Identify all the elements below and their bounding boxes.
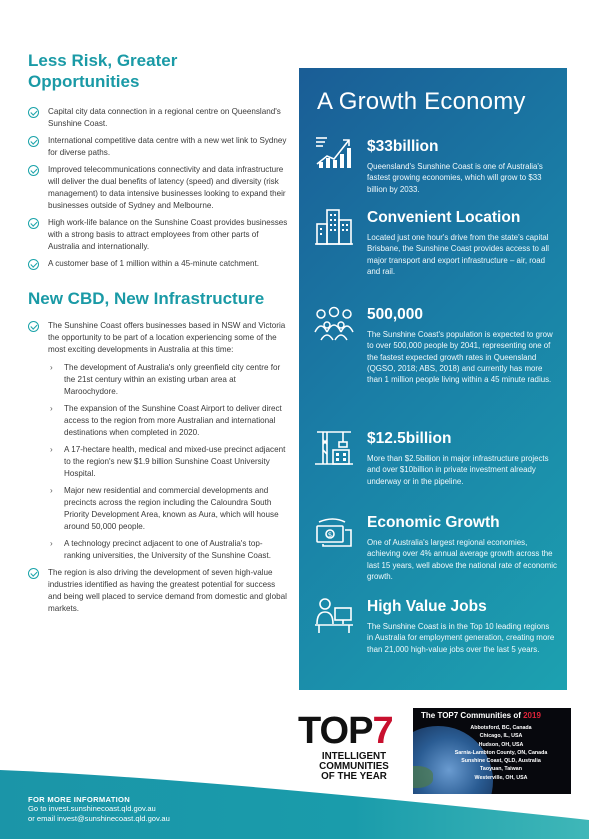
check-circle-icon [28, 165, 39, 176]
list-item [28, 164, 288, 212]
sub-list-item-text: The development of Australia's only greenfield city centre for the 21st century within an existing urban area at Maroochydore. [64, 363, 281, 396]
community-item: Sunshine Coast, QLD, Australia [461, 758, 541, 765]
list-item [28, 135, 288, 159]
feature-high-value-jobs [367, 598, 557, 655]
worker-desk-icon [313, 594, 355, 636]
list-item [28, 567, 288, 615]
construction-crane-icon [313, 426, 355, 468]
sub-list-item-text: Major new residential and commercial developments and precincts across the region including the Caloundra South Priority Development Area, known as Aura, which will house around 50,000 people. [64, 486, 279, 531]
community-item: Taoyuan, Taiwan [480, 766, 522, 773]
feature-body: One of Australia's largest regional economies, achieving over 4% annual average growth across the last 15 years, well above the national rate of economic growth. [367, 538, 557, 581]
communities-title [421, 711, 541, 720]
footer-website-link[interactable]: Go to invest.sunshinecoast.qld.gov.au [28, 804, 156, 813]
panel-title: A Growth Economy [317, 88, 526, 115]
sub-list-item [28, 444, 288, 480]
footer-info [28, 795, 170, 823]
community-item: Sarnia-Lambton County, ON, Canada [454, 749, 548, 756]
less-risk-list [28, 106, 288, 270]
feature-heading: $12.5billion [367, 430, 452, 447]
list-item-text: A customer base of 1 million within a 45-minute catchment. [48, 259, 259, 268]
new-cbd-list [28, 320, 288, 615]
sub-list-item-text: A technology precinct adjacent to one of Australia's top-ranking universities, the University of the Sunshine Coast. [64, 539, 271, 560]
communities-year: 2019 [523, 711, 541, 720]
list-item [28, 106, 288, 130]
money-icon [313, 512, 355, 554]
chevron-right-icon: › [50, 363, 53, 372]
sub-list-item [28, 538, 288, 562]
check-circle-icon [28, 568, 39, 579]
top7-tagline [298, 752, 410, 782]
list-item [28, 217, 288, 253]
top7-wordmark [298, 712, 410, 750]
chevron-right-icon: › [50, 486, 53, 495]
svg-text:$: $ [327, 531, 333, 539]
feature-heading: 500,000 [367, 306, 424, 323]
feature-convenient-location [367, 209, 557, 277]
list-item [28, 320, 288, 356]
feature-body: More than $2.5billion in major infrastructure projects and over $10billion in private investment already underway or in the pipeline. [367, 454, 549, 486]
feature-heading: Convenient Location [367, 209, 521, 226]
sub-list-item [28, 403, 288, 439]
feature-heading: Economic Growth [367, 514, 500, 531]
top7-tagline-line3: OF THE YEAR [321, 771, 387, 782]
feature-12-5billion [367, 430, 557, 487]
check-circle-icon [28, 136, 39, 147]
footer-email-link[interactable]: or email invest@sunshinecoast.qld.gov.au [28, 813, 170, 823]
growth-economy-panel [299, 68, 567, 690]
feature-body: The Sunshine Coast is in the Top 10 leading regions in Australia for employment generation, creating more than 21,000 high-value jobs over the last 5 years. [367, 622, 555, 654]
chevron-right-icon: › [50, 404, 53, 413]
growth-chart-icon [313, 130, 355, 172]
list-item-text: International competitive data centre with a new wet link to Sydney for diverse paths. [48, 136, 287, 157]
sub-list-item [28, 362, 288, 398]
footer-title: FOR MORE INFORMATION [28, 795, 131, 804]
top7-tagline-line1: INTELLIGENT [321, 751, 387, 762]
communities-title-text: The TOP7 Communities of [421, 711, 521, 720]
list-item-text: The region is also driving the development of seven high-value industries identified as having the greatest potential for success and being well placed to service demand from domestic and global markets. [48, 568, 287, 613]
section-title-new-cbd: New CBD, New Infrastructure [28, 289, 265, 308]
community-item: Chicago, IL, USA [479, 733, 523, 740]
feature-heading: High Value Jobs [367, 598, 487, 615]
chevron-right-icon: › [50, 539, 53, 548]
section-title-line2: Opportunities [28, 72, 140, 91]
top7-number: 7 [372, 710, 393, 752]
feature-body: Located just one hour's drive from the state's capital Brisbane, the Sunshine Coast provides access to all major transport and export infrastructure – air, road and rail. [367, 233, 550, 276]
left-column [28, 50, 288, 620]
check-circle-icon [28, 107, 39, 118]
community-item: Westerville, OH, USA [474, 774, 528, 781]
list-item-text: Improved telecommunications connectivity and data infrastructure will deliver the dual benefits of latency (speed) and diversity (risk management) to data intensive businesses looking to expand their businesses outside of Sydney and Melbourne. [48, 165, 286, 210]
check-circle-icon [28, 321, 39, 332]
top7-logo [298, 712, 410, 794]
check-circle-icon [28, 259, 39, 270]
list-item [28, 258, 288, 270]
feature-500000 [367, 306, 557, 385]
section-title-less-risk [28, 50, 288, 92]
community-item: Hudson, OH, USA [478, 741, 524, 748]
city-buildings-icon [313, 206, 355, 248]
sub-list-item-text: A 17-hectare health, medical and mixed-use precinct adjacent to the region's new $1.9 billion Sunshine Coast University Hospital. [64, 445, 286, 478]
top7-word: TOP [298, 710, 373, 752]
check-circle-icon [28, 218, 39, 229]
feature-heading: $33billion [367, 138, 439, 155]
list-item-text: Capital city data connection in a regional centre on Queensland's Sunshine Coast. [48, 107, 281, 128]
population-icon [313, 302, 355, 344]
sub-list-item [28, 485, 288, 533]
section-title-line1: Less Risk, Greater [28, 51, 178, 70]
sub-list-item-text: The expansion of the Sunshine Coast Airport to deliver direct access to the region from more Australian and international destinations when completed in 2020. [64, 404, 282, 437]
list-item-text: The Sunshine Coast offers businesses based in NSW and Victoria the opportunity to be part of a location experiencing some of the most exciting developments in Australia at this time: [48, 321, 286, 354]
feature-economic-growth [367, 514, 557, 582]
chevron-right-icon: › [50, 445, 53, 454]
new-cbd-sublist [28, 362, 288, 562]
list-item-text: High work-life balance on the Sunshine Coast provides businesses with a strong basis to attract employees from other parts of Australia and internationally. [48, 218, 288, 251]
communities-list [441, 724, 561, 782]
feature-33billion [367, 138, 557, 195]
feature-body: Queensland's Sunshine Coast is one of Australia's fastest growing economies, which will grow to $33 billion by 2033. [367, 162, 543, 194]
feature-body: The Sunshine Coast's population is expected to grow to over 500,000 people by 2041, representing one of the fastest expected growth rates in Queensland (QGSO, 2018; ABS, 2018) and currently has more than 1 million people living within a 45 minute radius. [367, 330, 553, 385]
top7-tagline-line2: COMMUNITIES [319, 761, 389, 772]
community-item: Abbotsford, BC, Canada [470, 725, 532, 731]
top7-communities-box [413, 708, 571, 794]
